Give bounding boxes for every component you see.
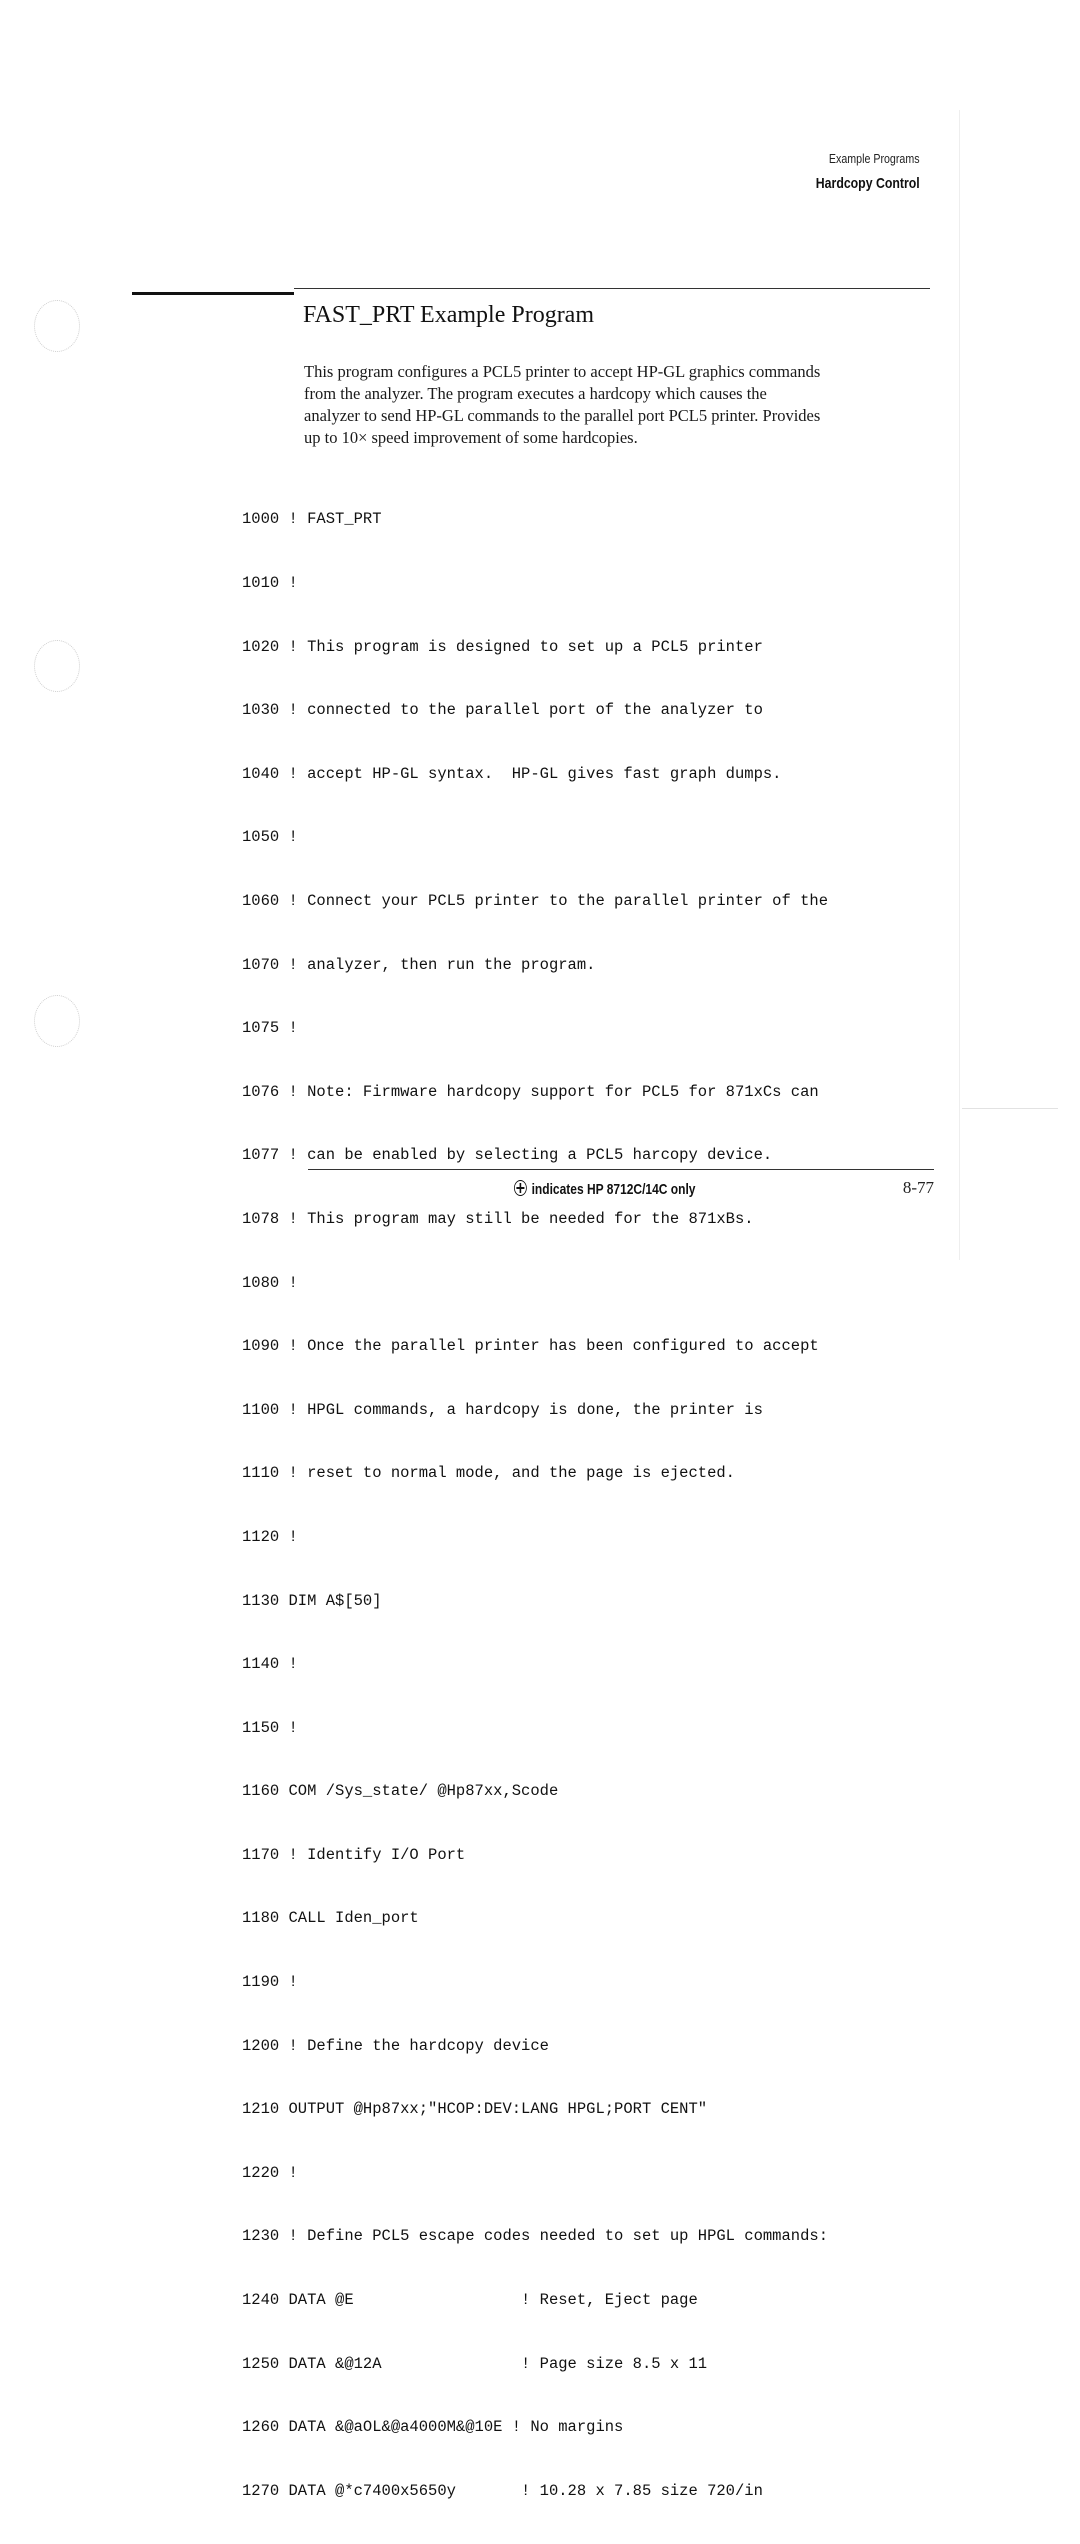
code-line: 1230 ! Define PCL5 escape codes needed to set up HPGL commands: — [242, 2227, 828, 2246]
description-line: analyzer to send HP-GL commands to the parallel port PCL5 printer. Provides — [304, 406, 821, 425]
page-number: 8-77 — [902, 1178, 934, 1197]
section-rule-thin — [294, 288, 930, 289]
running-header-subsection: Hardcopy Control — [816, 175, 920, 192]
code-line: 1250 DATA &@12A ! Page size 8.5 x 11 — [242, 2354, 708, 2373]
code-line: 1180 CALL Iden_port — [242, 1909, 419, 1928]
code-line: 1220 ! — [242, 2163, 298, 2182]
code-line: 1140 ! — [242, 1655, 298, 1674]
description-line: up to 10× speed improvement of some hardcopies. — [304, 428, 638, 447]
footer-note-text: indicates HP 8712C/14C only — [531, 1181, 696, 1198]
code-line: 1060 ! Connect your PCL5 printer to the parallel printer of the — [242, 891, 828, 910]
code-line: 1100 ! HPGL commands, a hardcopy is done, the printer is — [242, 1400, 763, 1419]
code-line: 1076 ! Note: Firmware hardcopy support for PCL5 for 871xCs can — [242, 1082, 819, 1101]
code-line: 1120 ! — [242, 1527, 298, 1546]
code-line: 1077 ! can be enabled by selecting a PCL5 harcopy device. — [242, 1146, 773, 1165]
binder-hole-bottom — [34, 995, 80, 1047]
code-line: 1078 ! This program may still be needed for the 871xBs. — [242, 1209, 754, 1228]
code-line: 1110 ! reset to normal mode, and the page is ejected. — [242, 1464, 735, 1483]
code-line: 1170 ! Identify I/O Port — [242, 1845, 466, 1864]
code-line: 1210 OUTPUT @Hp87xx;"HCOP:DEV:LANG HPGL;PORT CENT" — [242, 2100, 708, 2119]
description-paragraph — [304, 361, 944, 449]
hp-symbol-icon — [514, 1180, 527, 1196]
code-line: 1160 COM /Sys_state/ @Hp87xx,Scode — [242, 1782, 559, 1801]
footer-note — [514, 1180, 695, 1198]
code-line: 1020 ! This program is designed to set up a PCL5 printer — [242, 637, 763, 656]
binder-hole-middle — [34, 640, 80, 692]
code-line: 1080 ! — [242, 1273, 298, 1292]
code-line: 1200 ! Define the hardcopy device — [242, 2036, 549, 2055]
page-title: FAST_PRT Example Program — [303, 302, 594, 328]
code-line: 1130 DIM A$[50] — [242, 1591, 382, 1610]
scan-edge-mark — [962, 1108, 1058, 1109]
code-line: 1075 ! — [242, 1019, 298, 1038]
section-rule-thick — [132, 292, 294, 295]
code-line: 1070 ! analyzer, then run the program. — [242, 955, 596, 974]
code-line: 1150 ! — [242, 1718, 298, 1737]
code-line: 1260 DATA &@aOL&@a4000M&@10E ! No margins — [242, 2418, 624, 2437]
code-line: 1030 ! connected to the parallel port of the analyzer to — [242, 701, 763, 720]
code-line: 1000 ! FAST_PRT — [242, 510, 382, 529]
code-line: 1240 DATA @E ! Reset, Eject page — [242, 2291, 698, 2310]
scan-edge-line — [959, 110, 960, 1260]
code-line: 1010 ! — [242, 574, 298, 592]
running-header-section: Example Programs — [829, 151, 920, 166]
code-line: 1270 DATA @*c7400x5650y ! 10.28 x 7.85 size 720/in — [242, 2481, 763, 2500]
binder-hole-top — [34, 300, 80, 352]
code-line: 1090 ! Once the parallel printer has been configured to accept — [242, 1337, 819, 1356]
description-line: This program configures a PCL5 printer to accept HP-GL graphics commands — [304, 362, 821, 381]
footer-rule — [308, 1169, 934, 1170]
code-line: 1190 ! — [242, 1973, 298, 1992]
code-line: 1040 ! accept HP-GL syntax. HP-GL gives fast graph dumps. — [242, 764, 782, 783]
code-line: 1050 ! — [242, 828, 298, 847]
description-line: from the analyzer. The program executes a hardcopy which causes the — [304, 384, 767, 403]
program-listing — [242, 467, 828, 2544]
